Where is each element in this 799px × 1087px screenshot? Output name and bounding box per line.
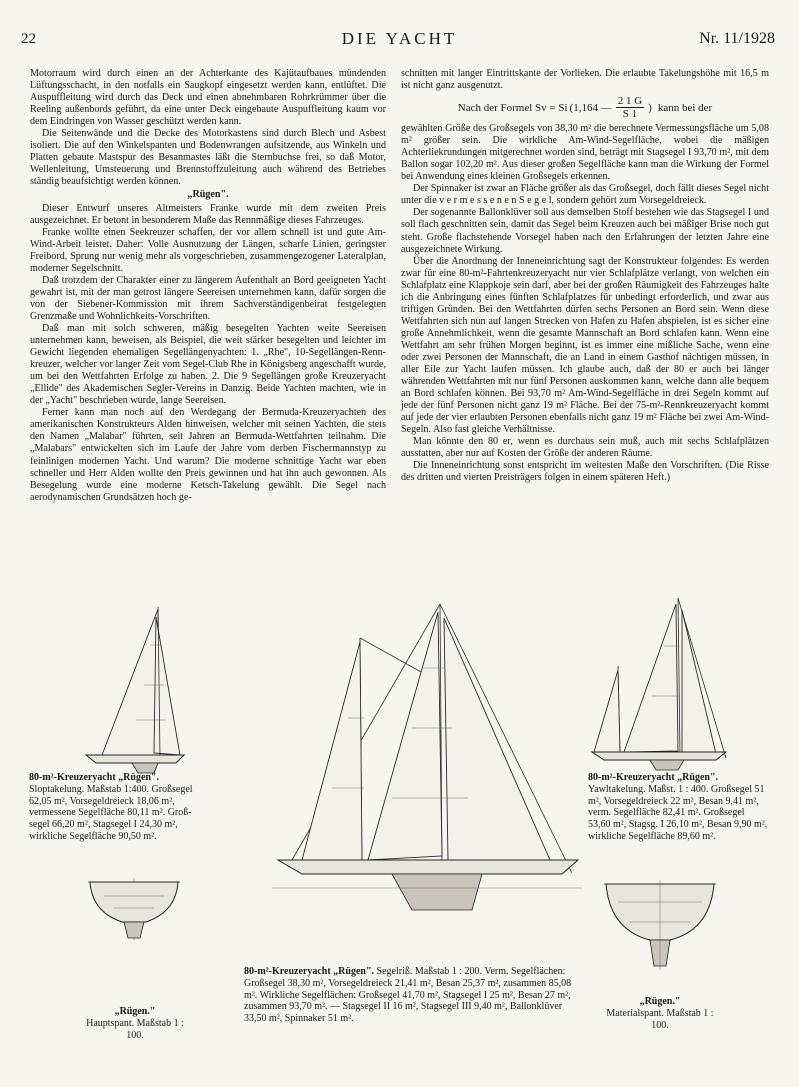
paragraph: Daß trotzdem der Charakter einer zu längerem Aufenthalt an Bord geeigneten Yacht gewahrt ist, mit der man getrost längere Seereisen unternehmen kann, dafür sorgen die von der Siebener-Kommission mit ihrem Sachverständigenbeirat festgelegten Grenzmaße und Wohnlichkeits-Vorschriften. [30,274,386,322]
formula-prefix: Nach der Formel Sv = Si [457,101,568,114]
paragraph: Die Inneneinrichtung sonst entspricht im weitesten Maße den Vorschriften. (Die Risse des dritten und vierten Preisträgers folgen in einem späteren Heft.) [401,460,769,484]
page-number: 22 [21,31,36,47]
caption-midship-section [85,1006,185,1041]
formula-paren-right: ) [648,101,652,114]
paragraph: Über die Anordnung der Inneneinrichtung sagt der Konstrukteur folgendes: Es werden zwar für eine 80-m²-Fahrtenkreuzeryacht nur vier Schlafplätze verlangt, von welchen ein Schlafplatz eine Klappkoje sein darf, aber bei der großen Räumigkeit des Fahrzeuges halte ich die Anbringung eines fünften Schlafplatzes für unbedingt erforderlich, und zwar aus triftigen Gründen. Bei den Wettfahrten dürfen sechs Personen an Bord sein. Wenn diese Wettfahrten sich nun auf langen Strecken von Hafen zu Hafen abspielen, ist es sicher eine große Annehmlichkeit, wenn die gesamte Mannschaft an Bord schlafen kann. Wenn eine Wettfahrt am sehr frühen Morgen beginnt, ist es immer eine mißliche Sache, wenn eine oder zwei Personen der Mannschaft, die an Land in einem Gasthof nächtigen müssen, in aller Eile zur Yacht laufen müssen. Ich glaube auch, daß der 80 er auch bei länger währenden Wettfahrten mit nur fünf Personen auskommen kann, welche dann alle bequem an Bord schlafen können. Bei 93,70 m² Am-Wind-Segelfläche in drei Segeln kommt auf jede der fünf Personen nicht ganz 19 m² Fläche. Bei der 75-m²-Rennkreuzeryacht kommt auf jede der vier erlaubten Personen ebenfalls nicht ganz 19 m² Fläche bei zwei Am-Wind-Segeln. Also fast gleiche Verhältnisse. [401,255,769,436]
midship-section-drawing [84,878,184,940]
caption-body: Materialspant. Maßstab 1 : 100. [606,1007,714,1031]
paragraph: Der sogenannte Ballonklüver soll aus demselben Stoff bestehen wie das Stagsegel I und soll flach geschnitten sein, damit das Segel beim Kreuzen auch bei mäßiger Brise noch gut steht. Große flachstehende Vorsegel haben nach den Erfahrungen der letzten Jahre eine ausgezeichnete Wirkung. [401,207,769,255]
caption-body: Segelriß. Maßstab 1 : 200. Verm. Segelflächen: Großsegel 38,30 m², Vorsegeldreieck 21,41 m², Besan 25,37 m², zusammen 85,08 m². Wirkliche Segelflächen: Großsegel 41,70 m², Stagsegel I 25 m², Besan 27 m², zusammen 93,70 m². — Stagsegel II 16 m², Stagsegel III 9,40 m², Ballonklüver 33,50 m², Spinnaker 51 m². [244,966,572,1025]
sail-formula [401,95,769,120]
paragraph: Dieser Entwurf unseres Altmeisters Franke wurde mit dem zweiten Preis ausgezeichnet. Er betont in besonderem Maße das Rennmäßige dieses Fahrzeuges. [30,202,386,226]
caption-yawl [588,772,768,843]
formula-denominator: S 1 [622,108,638,121]
caption-body: Hauptspant. Maßstab 1 : 100. [86,1017,184,1041]
paragraph: Daß man mit solch schweren, mäßig besegelten Yachten weite Seereisen unternehmen kann, beweisen, als Beispiel, die weit stärker besegelten und leichter im Gewicht liegenden ehemaligen Segellängenyachten: 1. „Rhe", 10-Segellängen-Rennkreuzer, welcher vor langer Zeit vom Segel-Club Rhe in Königsberg angeschafft wurde, um bei den Wettfahrten Erfolge zu haben. 2. Die 9 Segellängen große Kreuzeryacht „Ellide" des Akademischen Segler-Vereins in Danzig. Beide Yachten machten, wie in der „Yacht" beschrieben wurde, lange Seereisen. [30,322,386,407]
formula-paren-left: (1,164 — [569,101,612,114]
magazine-title: DIE YACHT [341,29,458,48]
paragraph: Man könnte den 80 er, wenn es durchaus sein muß, auch mit sechs Schlafplätzen ausstatten, aber nur auf Kosten der Größe der anderen Räume. [401,436,769,460]
ketch-sail-plan-drawing [272,598,582,938]
paragraph: Der Spinnaker ist zwar an Fläche größer als das Großsegel, doch fällt dieses Segel nicht unter die v e r m e s s e n e n S e g e l, sondern gehört zum Vorsegeldreieck. [401,183,769,207]
caption-title: 80-m²-Kreuzeryacht „Rügen". [588,772,719,783]
paragraph: Motorraum wird durch einen an der Achterkante des Kajütaufbaues mündenden Lüftungsschacht, in den notfalls ein Saugkopf eingesetzt werden kann, entlüftet. Die Auspuffleitung wird durch das Deck und einen abnehmbaren Rohrkrümmer über die Reeling außenbords geführt, da eine unter Deck eingebaute Auspuffleitung kaum vor dem Eindringen von Wasser geschützt werden kann. [30,68,386,128]
caption-title: 80-m²-Kreuzeryacht „Rügen". [244,966,375,977]
paragraph: Ferner kann man noch auf den Werdegang der Bermuda-Kreuzeryachten des amerikanischen Konstrukteurs Alden hinweisen, welcher mit seinen Yachten, die stets den Namen „Malabar" führten, seit Jahren an Bermuda-Wettfahrten teilnahm. Die „Malabars" entwickelten sich im Laufe der Jahre vom derben Fischermannstyp zu feinlinigen modernen Yacht. Und warum? Die moderne schnittige Yacht war eben schneller und Herr Alden wollte den Preis gewinnen und hat ihn auch gewonnen. Als Besegelung wurde eine moderne Ketsch-Takelung gewählt. Die Segel nach aerodynamischen Grundsätzen hoch ge- [30,407,386,503]
paragraph: schnitten mit langer Eintrittskante der Vorlieken. Die erlaubte Takelungshöhe mit 16,5 m ist nicht ganz ausgenutzt. [401,68,769,92]
caption-sloop [29,772,194,843]
paragraph: Die Seitenwände und die Decke des Motorkastens sind durch Blech und Asbest isoliert. Die auf den Winkelspanten und Bodenwrangen aufsitzende, aus Winkeln und Platten gebaute Mastspur des Besanmastes läßt die Sternbuchse frei, so daß Motor, Wellenleitung, Umsteuerung und Brennstoffzuleitung auch während des Betriebes ständig beaufsichtigt werden können. [30,128,386,188]
formula-fraction [616,95,644,120]
caption-material-section [600,996,720,1031]
material-section-drawing [600,880,720,970]
sloop-sail-plan-drawing [80,605,190,775]
left-text-column [30,68,386,504]
paragraph: Franke wollte einen Seekreuzer schaffen, der vor allem schnell ist und gute Am-Wind-Arbeit leistet. Daher: Volle Ausnutzung der Längen, scharfe Linien, geringster Freibord, Sprung nur wenig mehr als vorgeschrieben, zusammengezogener Lateralplan, moderner Segelschnitt. [30,226,386,274]
paragraph: gewählten Größe des Großsegels von 38,30 m² die berechnete Vermessungsfläche um 5,08 m² größer sein. Die wirkliche Am-Wind-Segelfläche, wobei die mäßigen Achterliekrundungen mitgerechnet worden sind, beträgt mit Stagsegel I 93,70 m², mit dem Ballon sogar 102,20 m². Aus dieser großen Segelfläche kann man die Wirkung der Formel bei Anwendung eines kleinen Großsegels erkennen. [401,123,769,183]
caption-title: „Rügen." [639,996,681,1007]
right-text-column [401,68,769,485]
formula-numerator: 2 1 G [617,95,643,108]
caption-body: Sloptakelung. Maßstab 1:400. Großsegel 62,05 m², Vorsegeldreieck 18,06 m², vermessene Segelfläche 80,11 m². Großsegel 66,20 m², Stagsegel I 24,30 m², wirkliche Segelfläche 90,50 m². [29,783,193,842]
caption-body: Yawltakelung. Maßst. 1 : 400. Großsegel 51 m², Vorsegeldreieck 22 m², Besan 9,41 m², verm. Segelfläche 82,41 m². Großsegel 53,60 m², Stagsg. I 26,10 m², Besan 9,90 m², wirkliche Segelfläche 89,60 m². [588,783,768,842]
section-heading: „Rügen". [187,189,229,201]
formula-suffix: kann bei der [657,101,713,114]
yawl-sail-plan-drawing [590,596,730,771]
caption-ketch [244,966,586,1025]
caption-title: „Rügen." [114,1006,156,1017]
caption-title: 80-m²-Kreuzeryacht „Rügen". [29,772,160,783]
issue-number: Nr. 11/1928 [699,30,775,47]
